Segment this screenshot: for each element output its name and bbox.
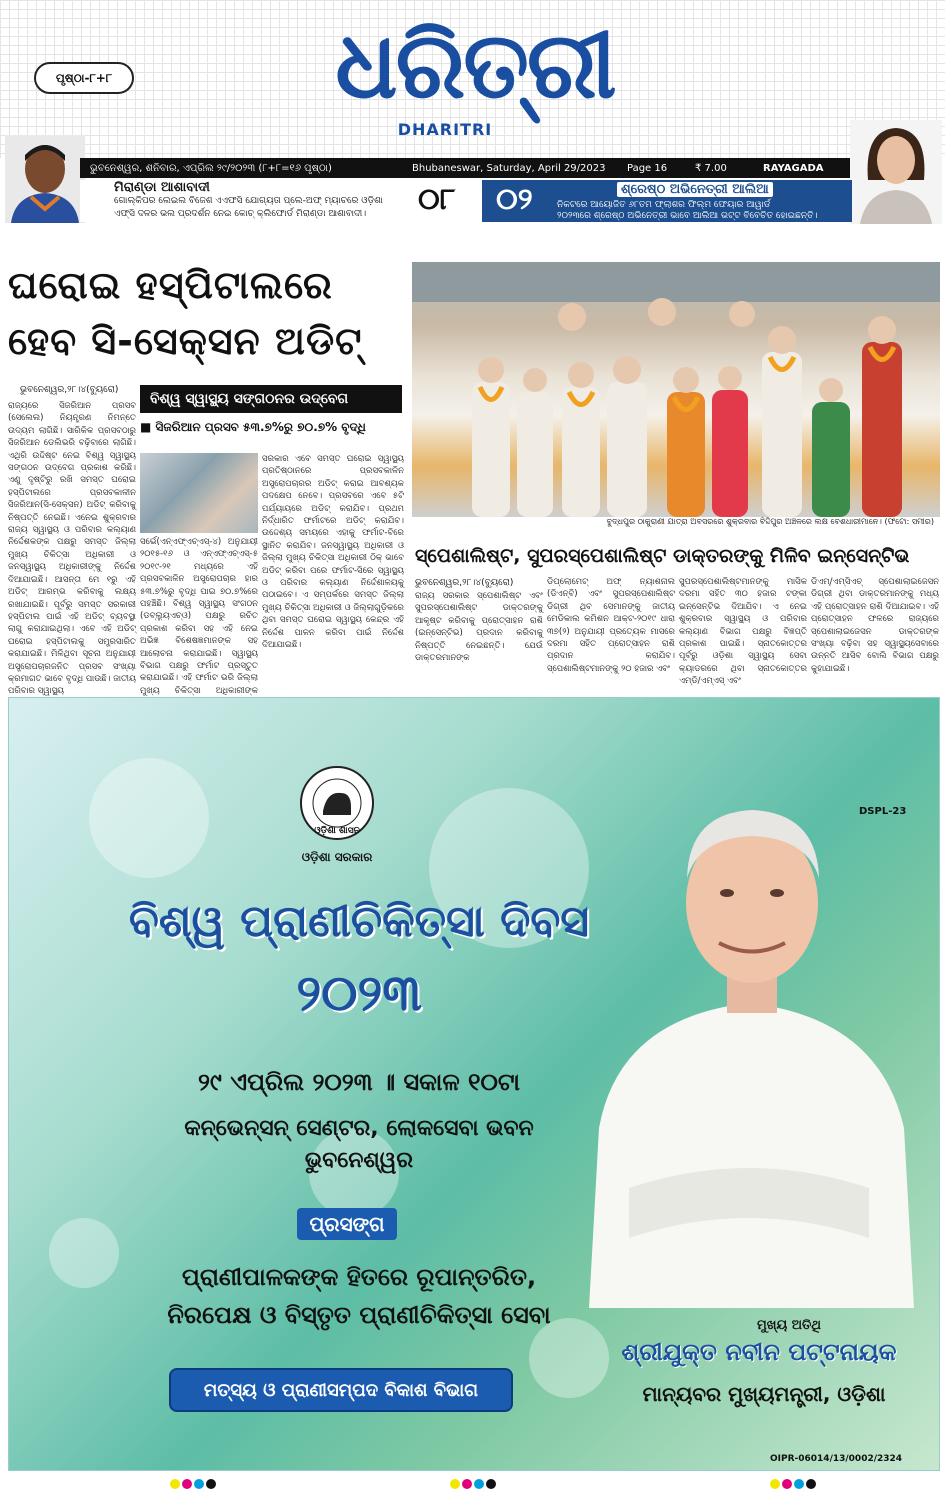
- registration-dot-black: [206, 1479, 216, 1489]
- page-number: Page 16: [627, 162, 668, 174]
- department-badge: ମତ୍ସ୍ୟ ଓ ପ୍ରାଣୀସମ୍ପଦ ବିକାଶ ବିଭାଗ: [169, 1368, 513, 1412]
- masthead: [0, 0, 945, 158]
- registration-marks: [770, 1474, 818, 1488]
- edition-name: RAYAGADA: [763, 162, 824, 174]
- dateline-odia: ଭୁବନେଶ୍ୱର, ଶନିବାର, ଏପ୍ରିଲ ୨୯/୨୦୨୩ (୮+୮=୧୬ ପୃଷ୍ଠା): [90, 162, 332, 174]
- procession-illustration: [412, 262, 940, 517]
- prasanga-badge: ପ୍ରସଙ୍ଗ: [297, 1208, 397, 1240]
- teaser-entertainment-line2: ୨୦୨୩ରେ ଶ୍ରେଷ୍ଠ ଅଭିନେତ୍ରୀ ଭାବେ ଆଲିଆ ଭଟ୍ଟ ବିବେଚିତ ହୋଇଛନ୍ତି।: [557, 211, 818, 221]
- story2-column-1: ରାଜ୍ୟ ସରକାର ସ୍ପେଶାଲିଷ୍ଟ ଏବଂ ସୁପରସ୍ପେଶାଲିଷ୍ଟ ଡାକ୍ତରଙ୍କୁ ଆକୃଷ୍ଟ କରିବାକୁ ପ୍ରୋତ୍ସାହନ ରାଶି (ଇନ୍‌ସେନ୍‌ଟିଭ) ପ୍ରଦାନ କରିବାକୁ ନିଷ୍ପତ୍ତି ନେଇଛନ୍ତି। ଯେଉଁ ଡାକ୍ତରମାନଙ୍କ: [415, 591, 543, 664]
- price: ₹ 7.00: [695, 162, 727, 174]
- registration-marks: [450, 1474, 498, 1488]
- registration-dot-cyan: [194, 1479, 204, 1489]
- registration-dot-magenta: [782, 1479, 792, 1489]
- actress-illustration: [850, 120, 942, 224]
- chief-minister-title: ମାନ୍ୟବର ମୁଖ୍ୟମନ୍ତ୍ରୀ, ଓଡ଼ିଶା: [642, 1382, 886, 1406]
- teaser-sports-line1: ଗୋଲ୍କିପର ଲେଇଲ ବିଜେଶ ଏଏଫସି ଯୋଗ୍ୟତା ପ୍ଲେ-ଅଫ୍ ମ୍ୟାଚରେ ଓଡ଼ିଶା: [114, 196, 383, 206]
- ad-theme-line2: ନିରପେକ୍ଷ ଓ ବିସ୍ତୃତ ପ୍ରାଣୀଚିକିତ୍ସା ସେବା: [167, 1301, 551, 1329]
- teaser-entertainment[interactable]: [482, 180, 852, 222]
- procession-photo[interactable]: [412, 262, 940, 517]
- registration-dot-magenta: [462, 1479, 472, 1489]
- main-story-column-3: ସରକାର ଏବେ ସମସ୍ତ ଘରୋଇ ସ୍ୱାସ୍ଥ୍ୟ ପ୍ରତିଷ୍ଠାନରେ ପ୍ରସବକାଳିନ ଅସ୍ତ୍ରୋପଚାରର ଅଡିଟ୍ କରାଇ ଆବଶ୍ୟକ ପଦକ୍ଷେପ ନେବେ। ପ୍ରସବରେ ଏବେ ୫ଟି ପର୍ଯ୍ୟାୟରେ ଅଡିଟ୍ କରାଯିବ। ପ୍ରଥମ ନିର୍ଦ୍ଧାରିତ ଫର୍ମାଟରେ ଅଡିଟ୍ କରାଯିବ। ଉଦ୍ଦେଶ୍ୟ ସମୟରେ ଏହାକୁ ଫର୍ମାଟ-ବିରେ ସ୍ଥାନିତ କରାଯିବ। ଜନସ୍ୱାସ୍ଥ୍ୟ ଅଧିକାରୀ ଓ ଜିଲ୍ଲା ମୁଖ୍ୟ ଚିକିତ୍ସା ଅଧିକାରୀ ଠିକ୍ ଭାବେ ଅଡିଟ୍ କରିବା ପରେ ଫର୍ମାଟ-ସିରେ ସ୍ୱାସ୍ଥ୍ୟ ଓ ପରିବାର କଲ୍ୟାଣ ନିର୍ଦ୍ଦେଶାଳୟକୁ ପଠାଇବେ। ଏ ସମ୍ପର୍କରେ ସମସ୍ତ ଜିଲ୍ଲା ମୁଖ୍ୟ ଚିକିତ୍ସା ଅଧିକାରୀ ଓ ଜିଲ୍ଲାଗୁଡ଼ିକରେ ଥିବା ସମସ୍ତ ଘରୋଇ ସ୍ୱାସ୍ଥ୍ୟ କେନ୍ଦ୍ର ଏହି ନିର୍ଦ୍ଦେଶ ପାଳନ କରିବା ପାଇଁ ନିର୍ଦ୍ଦେଶ ଦିଆଯାଇଛି।: [262, 454, 404, 651]
- main-headline-line2[interactable]: ହେବ ସି-ସେକ୍ସନ ଅଡିଟ୍: [8, 319, 363, 363]
- chief-minister-photo: [569, 768, 934, 1308]
- ad-venue-line2: ଭୁବନେଶ୍ୱର: [304, 1148, 414, 1173]
- footballer-illustration: [5, 135, 85, 223]
- page-count-badge: ପୃଷ୍ଠା-୮+୮: [34, 62, 134, 94]
- registration-dot-cyan: [474, 1479, 484, 1489]
- main-kicker: ବିଶ୍ୱ ସ୍ୱାସ୍ଥ୍ୟ ସଙ୍ଗଠନର ଉଦ୍‌ବେଗ: [140, 385, 402, 413]
- oipr-code: OIPR-06014/13/0002/2324: [770, 1454, 903, 1464]
- story2-column-4: ଡିଏମ୍/ଏମ୍‌ସିଏଚ୍ ସ୍ପେଶାଲାଇଜେସନ ଡିଗ୍ରୀ ଥିବା ଡାକ୍ତରମାନଙ୍କୁ ମଧ୍ୟ ଏହି ପ୍ରୋତ୍ସାହନ ରାଶି ଦିଆଯାଇବ। ଏହି ପ୍ରୋତ୍ସାହନ ଫଳରେ ରାଜ୍ୟରେ ସ୍ପେଶାଲାଇଜେସନ ଡାକ୍ତରଙ୍କ ସଂଖ୍ୟା ବଢ଼ିବା ସହ ସ୍ୱାସ୍ଥ୍ୟସେବାରେ ଉନ୍ନତି ଆସିବ ବୋଲି ବିଭାଗ ପକ୍ଷରୁ କୁହାଯାଇଛି।: [811, 577, 939, 674]
- actress-photo: [850, 120, 942, 224]
- government-advertisement[interactable]: [8, 697, 940, 1471]
- newspaper-logo[interactable]: ଧରିତ୍ରୀ: [335, 11, 615, 119]
- teaser-sports-line2: ଏଫ୍ସି ଦଳର ଭଲ ପ୍ରଦର୍ଶନ ନେଇ କୋଚ୍ କ୍ଲିଫୋର୍ଡ ମିରାଣ୍ଡା ଆଶାବାଦୀ।: [114, 209, 367, 219]
- story2-column-3: ସୁପରସ୍ପେଶାଲିଷ୍ଟମାନଙ୍କୁ ମାସିକ ଦରମା ସହିତ ୩୦ ହଜାର ଟଙ୍କା ଇନ୍‌ସେନ୍‌ଟିଭ ଦିଆଯିବ। ଏ ନେଇ ଶୁକ୍ରବାର ସ୍ୱାସ୍ଥ୍ୟ ଓ ପରିବାର କଲ୍ୟାଣ ବିଭାଗ ପକ୍ଷରୁ ବିଜ୍ଞପ୍ତି ପ୍ରକାଶ ପାଇଛି। ସ୍ନାତକୋତ୍ତର ପୂର୍ବରୁ ଓଡ଼ିଶା ସ୍ୱାସ୍ଥ୍ୟ ସେବା କ୍ୟାଡରରେ ଥିବା ସ୍ନାତକୋତ୍ତର ଏମ୍‌ଡି/ଏମ୍‌ଏସ୍ ଏବଂ: [679, 577, 807, 687]
- ad-theme-line1: ପ୍ରାଣୀପାଳକଙ୍କ ହିତରେ ରୂପାନ୍ତରିତ,: [181, 1263, 537, 1291]
- story2-byline: ଭୁବନେଶ୍ୱର,୨୮।୪(ବ୍ୟୁରୋ): [415, 578, 514, 588]
- registration-dot-magenta: [182, 1479, 192, 1489]
- teaser-entertainment-page: ୦୨: [496, 182, 533, 217]
- chief-guest-label: ମୁଖ୍ୟ ଅତିଥି: [757, 1318, 821, 1333]
- teaser-entertainment-head: ଶ୍ରେଷ୍ଠ ଅଭିନେତ୍ରୀ ଆଲିଆ: [617, 182, 773, 197]
- teaser-sports[interactable]: [80, 180, 410, 222]
- surgery-photo: [140, 453, 258, 533]
- newspaper-logo-english: DHARITRI: [397, 120, 493, 139]
- registration-dot-yellow: [770, 1479, 780, 1489]
- dateline-bar: [80, 158, 850, 178]
- story2-column-2: ଡିପ୍ଲୋମେଟ୍ ଅଫ୍ ନ୍ୟାଶନାଲ (ଡିଏନ୍‌ବି) ଏବଂ ସୁପରସ୍ପେଶାଲିଷ୍ଟ ଡିଗ୍ରୀ ଥିବ ସେମାନଙ୍କୁ ଜାତୀୟ ମେଡିକାଲ କମିଶନ ଆକ୍ଟ-୨୦୧୯ ଧାରା ୩୭(୨) ଅନୁଯାୟୀ ପ୍ରତ୍ୟେକ ମାସରେ ଦରମା ସହିତ ପ୍ରୋତ୍ସାହନ ରାଶି ପ୍ରଦାନ କରାଯିବ। ସ୍ପେଶାଲିଷ୍ଟମାନଙ୍କୁ ୨୦ ହଜାର ଏବଂ: [547, 577, 675, 674]
- footballer-photo: [5, 135, 85, 223]
- main-subhead: ■ ସିଜରିଆନ ପ୍ରସବ ୫୩.୭%ରୁ ୭୦.୭% ବୃଦ୍ଧି: [140, 420, 366, 434]
- registration-dot-yellow: [170, 1479, 180, 1489]
- teaser-sports-page: ୦୮: [418, 182, 456, 217]
- odisha-sarkar-label: ଓଡ଼ିଶା ସରକାର: [301, 850, 373, 864]
- bokeh-circle: [89, 758, 209, 878]
- main-story-column-2: ସର୍ଭେ(ଏନ୍‌ଏଫ୍‌ଏଚ୍‌ଏସ୍‌-୪) ଅନୁଯାୟୀ ୨୦୧୫-୧୬ ଓ ଏନ୍‌ଏଫ୍‌ଏଚ୍‌ଏସ୍‌-୫ ୨୦୧୯-୨୧ ମଧ୍ୟରେ ଏହି ପ୍ରସବକାଳିନ ଅସ୍ତ୍ରୋପଚାର ହାର ୫୩.୭%ରୁ ବୃଦ୍ଧି ପାଇ ୭୦.୭%ରେ ପହଞ୍ଚିଛି। ବିଶ୍ୱ ସ୍ୱାସ୍ଥ୍ୟ ସଂଗଠନ (ଡବ୍ଲ୍ୟୁଏଚ୍‌ଓ) ପକ୍ଷରୁ ରଚିତ ପ୍ରକାଶ କରିବା ସହ ଏହି ନେଇ ଅଭିଜ୍ଞ ବିଶେଷଜ୍ଞମାନଙ୍କ ସହ ଆଲୋଚନା କରାଯାଇଛି। ସ୍ୱାସ୍ଥ୍ୟ ବିଭାଗ ପକ୍ଷରୁ ଫର୍ମାଟ ପ୍ରସ୍ତୁତ କରାଯାଇଛି। ଏହି ଫର୍ମାଟ ଭରି ଜିଲ୍ଲା ମୁଖ୍ୟ ଚିକିତ୍ସା ଅଧିକାରୀଙ୍କ: [140, 537, 258, 696]
- photo-caption: ବୁଦ୍ଧପୁର ଠାକୁରାଣୀ ଯାତ୍ରା ଅବସରରେ ଶୁକ୍ରବାର ବିଦ୍ଦିପୁର ଅଞ୍ଚଳରେ ଲକ୍ଷ ବେଶଧାରୀମାନେ। (ଫଟୋ: ସମୀର): [606, 517, 934, 526]
- teaser-entertainment-text: [557, 200, 847, 222]
- emblem-text: ଓଡ଼ିଶା ଶାସନ: [314, 826, 360, 836]
- teaser-sports-head: ମିରାଣ୍ଡା ଆଶାବାଦୀ: [114, 180, 210, 195]
- registration-marks: [170, 1474, 218, 1488]
- ad-venue-line1: କନ୍‌ଭେନ୍‌ସନ୍ ସେଣ୍ଟର, ଲୋକସେବା ଭବନ: [184, 1116, 534, 1141]
- registration-dot-yellow: [450, 1479, 460, 1489]
- ad-date-time: ୨୯ ଏପ୍ରିଲ ୨୦୨୩ ॥ ସକାଳ ୧୦ଟା: [197, 1068, 521, 1096]
- chief-minister-name: ଶ୍ରୀଯୁକ୍ତ ନବୀନ ପଟ୍ଟନାୟକ: [621, 1338, 897, 1366]
- main-story-column-1: ରାଜ୍ୟରେ ସିଜରିଆନ ପ୍ରସବ (ସେଲେଲ) ନିୟନ୍ତ୍ରଣ ନିମନ୍ତେ ଉଦ୍ୟମ ଲାଗିଛି। ସାରିକିକ ପ୍ରସବଠାରୁ ସିଜରିଆନ ଡେଲିଭରି ବଢ଼ିବାରେ ଲାଗିଛି। ଏଥିରି ଉଦ୍ଦିଷ୍ଟ ନେଇ ବିଶ୍ୱ ସ୍ୱାସ୍ଥ୍ୟ ସଙ୍ଗଠନ ଉଦ୍‌ବେଗ ପ୍ରକାଶ କରିଛି। ଏଣୁ ଦୃଷ୍ଟିରୁ ରଖି ସମସ୍ତ ଘରୋଇ ହସ୍ପିଟାଲରେ ପ୍ରସବକାଳୀନ ସିଜରିଆନ(ସି-ସେକ୍ସନ) ଅଡିଟ୍ କରିବାକୁ ନିଷ୍ପତ୍ତି ନେଇଛି। ଏନେଇ ଶୁକ୍ରବାର ରାଜ୍ୟ ସ୍ୱାସ୍ଥ୍ୟ ଓ ପରିବାର କଲ୍ୟାଣ ନିର୍ଦ୍ଦେଶକଙ୍କ ପକ୍ଷରୁ ସମସ୍ତ ଜିଲ୍ଲା ମୁଖ୍ୟ ଚିକିତ୍ସା ଅଧିକାରୀ ଓ ଜନସ୍ୱାସ୍ଥ୍ୟ ଅଧିକାରୀଙ୍କୁ ନିର୍ଦ୍ଦେଶ ଦିଆଯାଇଛି। ଆସନ୍ତା ମେ ୧ରୁ ଏହି ଅଡିଟ୍ ଆରମ୍ଭ କରିବାକୁ ଲକ୍ଷ୍ୟ ରଖାଯାଇଛି। ପୂର୍ବରୁ ସମସ୍ତ ସରକାରୀ ହସ୍ପିଟାଲ ପାଇଁ ଏହି ଅଡିଟ୍ ବ୍ୟବସ୍ଥା ଲାଗୁ କରାଯାଇଥିଲା। ଏବେ ଏହି ଅଡିଟ୍ ଘରୋଇ ହସ୍ପିଟାଲକୁ ସମ୍ପ୍ରସାରିତ କରାଯାଇଛି। ମିଳିଥିବା ସୂଚନା ଅନୁଯାୟୀ ଅସ୍ତ୍ରୋପଚାରଜନିତ ପ୍ରସବ ସଂଖ୍ୟା କ୍ରମାଗତ ଭାବେ ବୃଦ୍ଧି ପାଉଛି। ଜାତୀୟ ପରିବାର ସ୍ୱାସ୍ଥ୍ୟ: [8, 401, 136, 697]
- teaser-entertainment-line1: ନିକଟରେ ଆୟୋଜିତ ୬୮ତମ ଫ୍ଲାଶର ଫିଲ୍ମ ଫେୟାର ଆୱାର୍ଡ: [557, 200, 771, 210]
- ad-title: ବିଶ୍ୱ ପ୍ରାଣୀଚିକିତ୍ସା ଦିବସ: [128, 896, 590, 947]
- ad-code: DSPL-23: [859, 806, 907, 817]
- ad-year: ୨୦୨୩: [296, 963, 422, 1022]
- story2-headline[interactable]: ସ୍ପେଶାଲିଷ୍ଟ, ସୁପରସ୍ପେଶାଲିଷ୍ଟ ଡାକ୍ତରଙ୍କୁ ମିଳିବ ଇନ୍‌ସେନ୍‌ଟିଭ: [415, 545, 910, 567]
- registration-dot-black: [806, 1479, 816, 1489]
- main-byline: ଭୁବନେଶ୍ୱର,୨୮।୪(ବ୍ୟୁରୋ): [20, 385, 119, 395]
- dateline-english: Bhubaneswar, Saturday, April 29/2023: [412, 162, 606, 174]
- registration-dot-cyan: [794, 1479, 804, 1489]
- chief-minister-illustration: [569, 768, 934, 1308]
- registration-dot-black: [486, 1479, 496, 1489]
- main-headline-line1[interactable]: ଘରୋଇ ହସ୍ପିଟାଲରେ: [8, 263, 333, 307]
